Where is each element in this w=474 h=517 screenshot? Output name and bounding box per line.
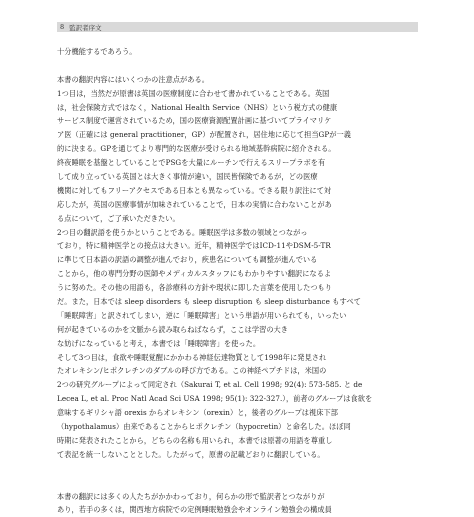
text-line: 本書の翻訳内容にはいくつかの注意点がある。 — [57, 74, 209, 84]
text-line: そして3つ目は，食欲や睡眠覚醒にかかわる神経伝達物質として1998年に発見され — [57, 352, 327, 362]
text-line: 1つ目は，当然だが原書は英国の医療制度に合わせて書かれていることである。英国 — [57, 88, 330, 98]
text-line: 2つ目の翻訳語を使うかということである。睡眠医学は多数の領域とつながっ — [57, 227, 308, 237]
text-line: して成り立っている英国とは大きく事情が違い，国民皆保険であるが，どの医療 — [57, 172, 318, 182]
text-line: 応したが，英国の医療事情が加味されていることで，日本の実情に合わないことがあ — [57, 199, 332, 209]
text-line: ており，特に精神医学との接点は大きい。近年，精神医学ではICD-11やDSM-5-TR — [57, 241, 331, 251]
page-body — [57, 45, 418, 517]
text-line: 終夜睡眠を基盤としていることでPSGを大量にルーチンで行えるスリープラボを有 — [57, 158, 326, 168]
text-line: ア医（正確には general practitioner，GP）が配置され，居住地に応じて担当GPが一義 — [57, 130, 351, 140]
text-line: 時期に発表されたことから，どちらの名称も用いられ，本書では原著の用語を尊重し — [57, 435, 333, 445]
text-line: （hypothalamus）由来であることからヒポクレチン（hypocretin）と命名した。ほぼ同 — [57, 422, 351, 432]
running-header — [57, 22, 418, 32]
text-line: な妨げになっていると考え，本書では「睡眠障害」を使った。 — [57, 338, 261, 348]
text-line: 2つの研究グループによって同定され（Sakurai T, et al. Cell 1998; 92(4): 573-585. と de — [57, 380, 363, 390]
running-title: 監訳者序文 — [69, 23, 102, 32]
text-line: る点について，ご了承いただきたい。 — [57, 213, 180, 223]
text-line: 何が起きているのかを文脈から読み取らねばならず，ここは学習の大き — [57, 324, 289, 334]
blank-line — [57, 476, 418, 490]
blank-line — [57, 59, 418, 73]
text-line: 機関に対してもフリーアクセスである日本とも異なっている。できる限り訳注にて対 — [57, 185, 332, 195]
text-line: 的に決まる。GPを通じてより専門的な医療が受けられる地域基幹病院に紹介される。 — [57, 144, 336, 154]
text-line: ことから，他の専門分野の医師やメディカルスタッフにもわかりやすい翻訳になるよ — [57, 269, 332, 279]
text-line: Lecea L, et al. Proc Natl Acad Sci USA 1998; 95(1): 322-327.），前者のグループは食欲を — [57, 394, 373, 404]
text-line: は，社会保険方式ではなく，National Health Service（NHS）という税方式の健康 — [57, 102, 338, 112]
text-line: 本書の翻訳には多くの人たちがかかわっており，何らかの形で監訳者とつながりが — [57, 491, 325, 501]
text-line: だ。また，日本では sleep disorders も sleep disruption も sleep disturbance もすべて — [57, 297, 362, 307]
text-line: たオレキシン/ヒポクレチンのダブルの呼び方である。この神経ペプチドは，米国の — [57, 366, 327, 376]
text-line: 意味するギリシャ語 orexis からオレキシン（orexin）と，後者のグループは視床下部 — [57, 408, 338, 418]
text-line: あり，若手の多くは，関西地方病院での定例睡眠勉強会やオンライン勉強会の構成員 — [57, 505, 332, 515]
text-line: うに努めた。その他の用語も，各診療科の方針や現状に即した言葉を使用したつもり — [57, 283, 333, 293]
text-line: て表記を統一しないこととした。したがって，原書の記載どおりに翻訳している。 — [57, 449, 325, 459]
text-line: サービス制度で運営されているため，国の医療資源配置計画に基づいてプライマリケ — [57, 116, 332, 126]
text-line: 「睡眠障害」と訳されてしまい，逆に「睡眠障害」という単語が用いられても，いったい — [57, 310, 347, 320]
text-line: 十分機能するであろう。 — [57, 47, 137, 56]
page-number: 8 — [60, 23, 65, 31]
text-line: に準じて日本語の訳語の調整が進んでおり，疾患名についても調整が進んでいる — [57, 255, 318, 265]
